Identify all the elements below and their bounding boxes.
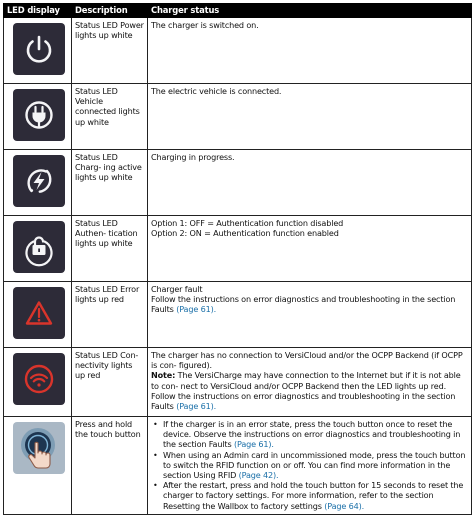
page-link[interactable]: (Page 61).	[176, 401, 217, 412]
status-line: Follow the instructions on error diagnostics and troubleshooting in the section Faults	[151, 294, 456, 315]
table-row	[4, 84, 472, 150]
status-cell	[148, 417, 472, 515]
bullet-text: If the charger is in an error state, press the touch button once to reset the device. Observe the instructions on error diagnostics and troubleshooting in the section Faults	[163, 419, 461, 450]
page-link[interactable]: (Page 42).	[238, 470, 279, 481]
plug-icon	[13, 89, 65, 141]
list-item	[163, 450, 468, 481]
table-row	[4, 150, 472, 216]
status-line: Follow the instructions on error diagnostics and troubleshooting in the section Faults	[151, 390, 456, 412]
status-line: Option 2: ON = Authentication function enabled	[151, 228, 339, 239]
power-icon	[13, 23, 65, 75]
led-display-cell	[4, 417, 72, 515]
table-row	[4, 417, 472, 515]
description-cell: Status LED Con- nectivity lights up red	[72, 348, 148, 417]
list-item	[163, 480, 468, 511]
touch-button-icon	[13, 422, 65, 474]
status-cell: The charger is switched on.	[148, 18, 472, 84]
page-link[interactable]: (Page 64).	[324, 500, 365, 511]
note-label: Note:	[151, 370, 176, 381]
table-row	[4, 216, 472, 282]
table-row	[4, 282, 472, 348]
status-cell	[148, 282, 472, 348]
description-cell: Status LED Authen- tication lights up white	[72, 216, 148, 282]
led-status-table	[3, 3, 472, 515]
status-line: Option 1: OFF = Authentication function disabled	[151, 218, 344, 228]
padlock-icon	[13, 221, 65, 273]
description-cell: Press and hold the touch button	[72, 417, 148, 515]
instruction-list	[151, 419, 468, 511]
charging-bolt-icon	[13, 155, 65, 207]
status-line: The charger has no connection to VersiCloud and/or the OCPP Backend (if OCPP is con- figured).	[151, 350, 463, 371]
description-cell: Status LED Power lights up white	[72, 18, 148, 84]
led-display-cell	[4, 282, 72, 348]
led-display-cell	[4, 216, 72, 282]
note-line	[151, 370, 468, 390]
status-cell	[148, 216, 472, 282]
table-row	[4, 18, 472, 84]
bullet-text: When using an Admin card in uncommissioned mode, press the touch button to switch the RFID function on or off. You can find more information in the section Using RFID	[163, 449, 466, 481]
description-cell: Status LED Error lights up red	[72, 282, 148, 348]
header-led-display: LED display	[4, 4, 72, 18]
page-link[interactable]: (Page 61).	[176, 304, 217, 315]
status-line: Charger fault	[151, 284, 203, 294]
status-cell	[148, 348, 472, 417]
table-row	[4, 348, 472, 417]
description-cell: Status LED Charg- ing active lights up white	[72, 150, 148, 216]
led-display-cell	[4, 150, 72, 216]
status-cell: Charging in progress.	[148, 150, 472, 216]
status-cell: The electric vehicle is connected.	[148, 84, 472, 150]
header-description: Description	[72, 4, 148, 18]
wifi-icon	[13, 353, 65, 405]
note-text: The VersiCharge may have connection to the Internet but if it is not able to con- nect to VersiCloud and/or OCPP Backend then the LED lights up red.	[151, 370, 461, 391]
led-display-cell	[4, 348, 72, 417]
table-header-row	[4, 4, 472, 18]
header-charger-status: Charger status	[148, 4, 472, 18]
led-display-cell	[4, 18, 72, 84]
warning-triangle-icon	[13, 287, 65, 339]
description-cell: Status LED Vehicle connected lights up white	[72, 84, 148, 150]
page-link[interactable]: (Page 61).	[233, 439, 274, 450]
bullet-text: After the restart, press and hold the touch button for 15 seconds to reset the charger to factory settings. For more information, refer to the section Resetting the Wallbox to factory settings	[163, 480, 464, 511]
list-item	[163, 419, 468, 450]
led-display-cell	[4, 84, 72, 150]
